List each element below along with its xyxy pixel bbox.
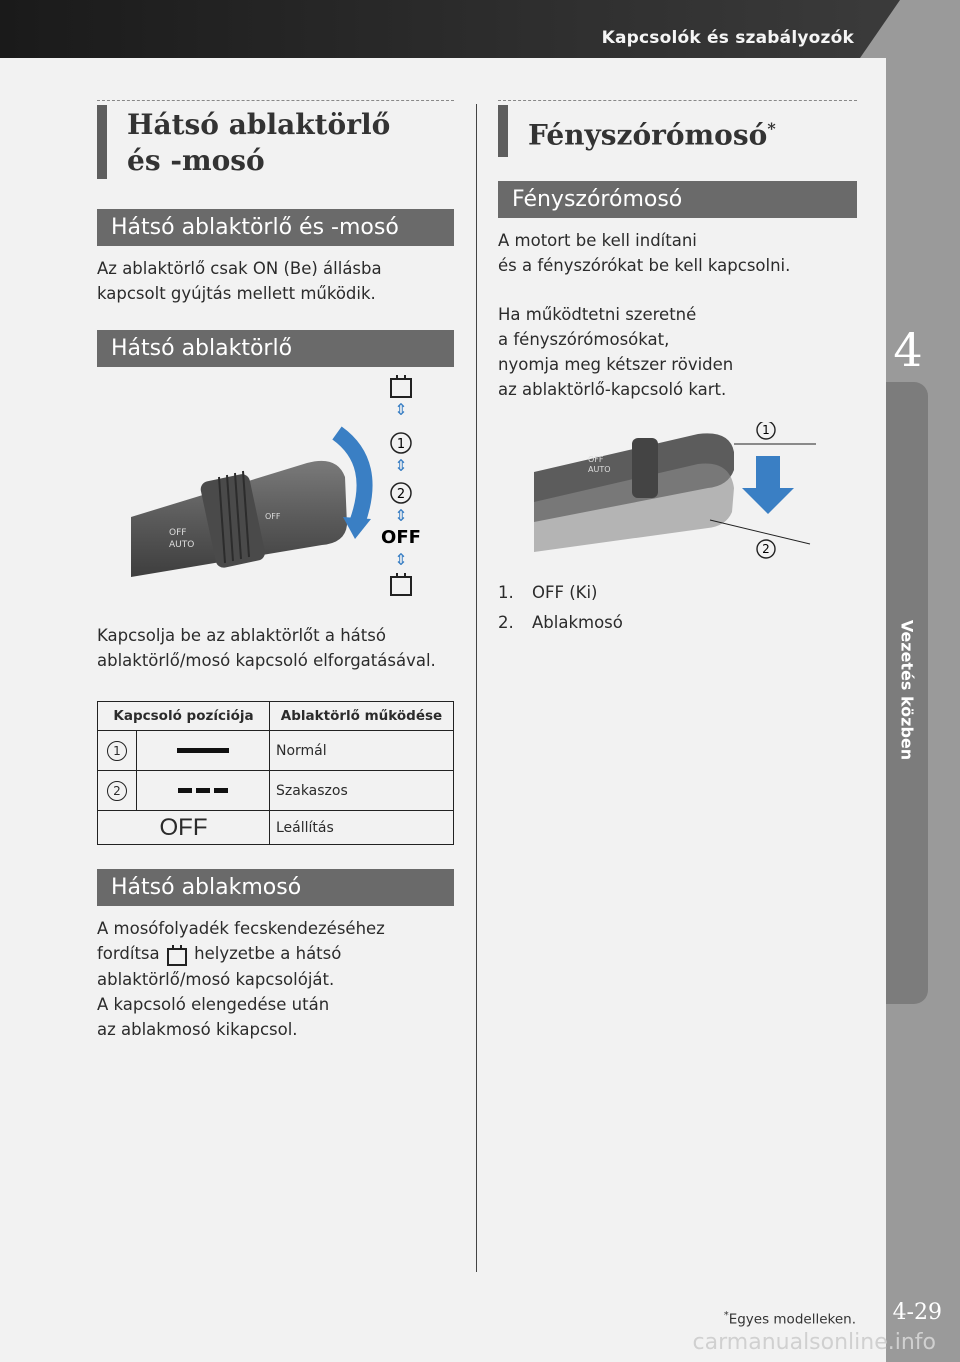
- list-text: OFF (Ki): [532, 583, 598, 603]
- headlight-washer-figure: [498, 422, 857, 572]
- table-cell: [98, 731, 137, 771]
- paragraph: ablaktörlő/mosó kapcsolóját.: [97, 969, 335, 989]
- paragraph: nyomja meg kétszer röviden: [498, 355, 734, 375]
- list-item: [498, 578, 857, 608]
- footnote-mark: *: [723, 1310, 729, 1321]
- paragraph: kapcsolt gyújtás mellett működik.: [97, 284, 376, 303]
- paragraph: és a fényszórókat be kell kapcsolni.: [498, 256, 791, 276]
- washer-icon: [391, 375, 411, 397]
- header-bar: [0, 0, 960, 58]
- paragraph: a fényszórómosókat,: [498, 330, 670, 350]
- table-row: [98, 771, 454, 811]
- position-number: 2: [107, 781, 127, 801]
- left-column: [97, 100, 454, 1042]
- dash-icon: [178, 788, 192, 793]
- list-item: [498, 608, 857, 638]
- rear-wiper-switch-figure: [97, 367, 454, 609]
- section-header-headlight-washer: Fényszórómosó: [498, 181, 857, 218]
- page-number: 4-29: [892, 1300, 942, 1325]
- title-mark: *: [767, 119, 776, 138]
- svg-text:AUTO: AUTO: [588, 465, 611, 475]
- table-cell: Normál: [270, 731, 454, 771]
- right-column: [498, 100, 857, 638]
- title-line-2: és -mosó: [127, 144, 265, 177]
- title-text: Fényszórómosó: [528, 118, 768, 152]
- figure-label-off: OFF: [381, 527, 421, 548]
- washer-icon: [165, 943, 189, 967]
- footnote: [724, 1310, 856, 1328]
- numbered-list: [498, 578, 857, 638]
- dash-icon: [196, 788, 210, 793]
- continuous-line-icon: [177, 748, 229, 753]
- washer-icon: [391, 573, 411, 595]
- dash-icon: [214, 788, 228, 793]
- table-row: [98, 731, 454, 771]
- list-number: 1.: [498, 583, 514, 603]
- paragraph: A kapcsoló elengedése után: [97, 994, 330, 1014]
- figure-label-1: 1: [762, 423, 770, 438]
- svg-text:OFF: OFF: [588, 455, 604, 465]
- figure-label-2: 2: [762, 542, 770, 557]
- headlight-washer-heading: [498, 100, 857, 157]
- paragraph: ablaktörlő/mosó kapcsoló elforgatásával.: [97, 651, 436, 670]
- section-header-rear-wiper: Hátsó ablaktörlő: [97, 330, 454, 367]
- paragraph: A mosófolyadék fecskendezéséhez: [97, 919, 385, 938]
- paragraph: az ablakmosó kikapcsol.: [97, 1019, 298, 1039]
- text-fragment: helyzetbe a hátsó: [194, 944, 342, 963]
- watermark: carmanualsonline.info: [692, 1330, 936, 1355]
- arrow-icon: ⇕: [394, 456, 408, 475]
- table-cell: Szakaszos: [270, 771, 454, 811]
- table-cell: [137, 731, 270, 771]
- paragraph: Kapcsolja be az ablaktörlőt a hátsó: [97, 626, 386, 645]
- list-text: Ablakmosó: [532, 613, 623, 633]
- arrow-icon: ⇕: [394, 400, 408, 419]
- table-row: [98, 811, 454, 845]
- chapter-tab-label: Vezetés közben: [897, 619, 917, 761]
- column-divider: [476, 104, 477, 1272]
- paragraph: az ablaktörlő-kapcsoló kart.: [498, 380, 727, 400]
- table-cell: [98, 771, 137, 811]
- paragraph: Ha működtetni szeretné: [498, 305, 697, 325]
- chapter-number: 4: [893, 323, 923, 377]
- figure-label-2: 2: [396, 487, 406, 502]
- paragraph: Az ablaktörlő csak ON (Be) állásba: [97, 259, 382, 278]
- text-fragment: fordítsa: [97, 944, 160, 963]
- footnote-text: Egyes modelleken.: [728, 1311, 856, 1328]
- table-cell: [137, 771, 270, 811]
- section-header-rear-wiper-washer: Hátsó ablaktörlő és -mosó: [97, 209, 454, 246]
- title-line-1: Hátsó ablaktörlő: [127, 108, 391, 141]
- table-header: Kapcsoló pozíciója: [98, 702, 270, 731]
- down-arrow-head: [742, 488, 794, 514]
- svg-text:OFF: OFF: [169, 528, 187, 538]
- header-wedge: [860, 0, 960, 58]
- svg-text:AUTO: AUTO: [169, 540, 195, 550]
- table-cell: Leállítás: [270, 811, 454, 845]
- table-header: Ablaktörlő működése: [270, 702, 454, 731]
- page-title-right: [498, 105, 857, 157]
- paragraph: [97, 941, 454, 967]
- svg-text:OFF: OFF: [265, 512, 281, 521]
- list-number: 2.: [498, 613, 514, 633]
- wiper-position-table: [97, 701, 454, 845]
- header-title: Kapcsolók és szabályozók: [601, 28, 854, 48]
- page-title-left: [97, 105, 454, 179]
- position-number: 1: [107, 741, 127, 761]
- arrow-icon: ⇕: [394, 550, 408, 569]
- table-cell: OFF: [98, 811, 270, 845]
- arrow-icon: ⇕: [394, 506, 408, 525]
- down-arrow-icon: [756, 456, 780, 490]
- figure-label-1: 1: [396, 437, 406, 452]
- rear-wiper-heading: [97, 100, 454, 179]
- paragraph: A motort be kell indítani: [498, 231, 697, 251]
- section-header-rear-washer: Hátsó ablakmosó: [97, 869, 454, 906]
